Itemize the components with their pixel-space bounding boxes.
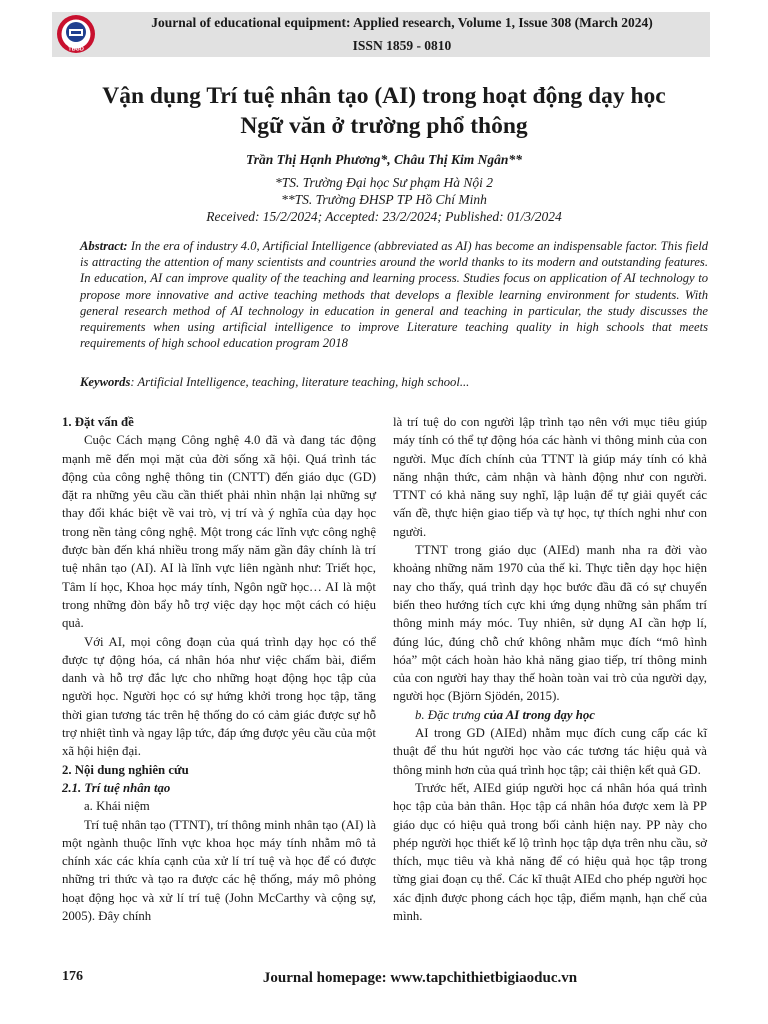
authors: Trần Thị Hạnh Phương*, Châu Thị Kim Ngân** <box>246 152 522 167</box>
abstract-label: Abstract: <box>80 239 128 253</box>
right-paragraph-1: là trí tuệ do con người lập trình tạo nên với mục tiêu giúp máy tính có thể tự động hóa các hành vi thông minh của con người. Mục đích chính của TTNT là giúp máy tính có khả năng nhận thức, cảm nhận và hành động như con người. TTNT có khả năng suy nghĩ, lập luận để tự giải quyết các vấn đề, thực hiện giao tiếp và tự học, tự thích nghi như con người. <box>393 415 707 539</box>
keywords-label: Keywords <box>80 375 131 389</box>
affiliation-2: **TS. Trường ĐHSP TP Hồ Chí Minh <box>281 192 487 207</box>
abstract <box>80 238 708 351</box>
section-2-1-paragraph-1: Trí tuệ nhân tạo (TTNT), trí thông minh nhân tạo (AI) là một ngành thuộc lĩnh vực khoa học máy tính nhằm mô tả chính xác các khía cạnh của xử lí trí tuệ và học để có được những tri thức và tạo ra được các hệ thống, máy mô phỏng hoạt động học và xử lí trí tuệ (John McCarthy và cộng sự, 2005). Đây chính <box>62 817 376 924</box>
right-paragraph-3: AI trong GD (AIEd) nhằm mục đích cung cấp các kĩ thuật để thu hút người học vào các tương tác hiệu quả và thông minh hơn của quá trình học tập; cải thiện kết quả GD. <box>393 726 707 777</box>
section-2-1-heading: 2.1. Trí tuệ nhân tạo <box>62 780 171 795</box>
issn: ISSN 1859 - 0810 <box>352 38 452 53</box>
submission-dates: Received: 15/2/2024; Accepted: 23/2/2024; Published: 01/3/2024 <box>206 209 562 224</box>
right-paragraph-4: Trước hết, AIEd giúp người học cá nhân hóa quá trình học tập của bản thân. Học tập cá nhân hóa được xem là PP giáo dục có hiệu quả trong bối cảnh hiện nay. PP này cho phép người học thiết kế lộ trình học tập dựa trên nhu cầu, sở thích, mục tiêu và khả năng để có hiệu quả học tập trong từng giai đoạn cụ thể. Các kĩ thuật AIEd cho phép người học xác định được phong cách học tập, điểm mạnh, hạn chế của mình. <box>393 780 707 924</box>
right-paragraph-2: TTNT trong giáo dục (AIEd) manh nha ra đời vào khoảng những năm 1970 của thế kỉ. Thực tiễn dạy học hiện nay cho thấy, quá trình dạy học bước đầu đã có sự chuyển biến theo hướng tích cực khi ứng dụng những sản phẩm trí thông minh máy móc. Tuy nhiên, sử dụng AI cần hợp lí, đúng lúc, đúng chỗ chứ không nhằm mục đích “mô hình hóa” một cách hoàn hảo khả năng giao tiếp, trí thông minh của con người hay thay thế hoàn toàn vai trò của người dạy, người học (Björn Sjödén, 2015). <box>393 543 707 704</box>
affiliation-1: *TS. Trường Đại học Sư phạm Hà Nội 2 <box>274 175 494 190</box>
subsection-b-heading <box>393 706 707 724</box>
section-1-paragraph-2: Với AI, mọi công đoạn của quá trình dạy học có thể được tự động hóa, cá nhân hóa như việc chấm bài, điểm danh và hỗ trợ đắc lực cho những hoạt động học tập của người học. Người học có sự hứng khởi trong học tập, tăng thời gian tương tác trên hệ thống do có cảm giác được sự hỗ trợ nhiệt tình và ngay lập tức, đáp ứng được yêu cầu của một xã hội hiện đại. <box>62 634 376 759</box>
journal-citation: Journal of educational equipment: Applied research, Volume 1, Issue 308 (March 2024) <box>151 15 653 30</box>
right-column <box>393 413 707 925</box>
journal-logo <box>56 14 96 54</box>
keywords <box>80 375 708 390</box>
subsection-b-prefix: b. Đặc trưng <box>415 707 484 722</box>
keywords-text: : Artificial Intelligence, teaching, literature teaching, high school... <box>130 375 470 389</box>
subsection-a-heading: a. Khái niệm <box>84 799 150 814</box>
section-1-paragraph-1: Cuộc Cách mạng Công nghệ 4.0 đã và đang tác động mạnh mẽ đến mọi mặt của đời sống xã hội. Quá trình tác động của công nghệ thông tin (CNTT) đến giáo dục (GD) đặt ra những yêu cầu cần thiết phải nhìn nhận lại những sự thay đổi khác biệt về vai trò, vị trí và ý nghĩa của dạy học trong nền tảng công nghệ. Một trong các lĩnh vực công nghệ được bàn đến khá nhiều trong mấy năm gần đây chính là trí tuệ nhân tạo (AI). AI là lĩnh vực liên ngành như: Triết học, Tâm lí học, Khoa học máy tính, Ngôn ngữ học… AI là một trong những đòn bẩy hỗ trợ việc dạy học một cách có hiệu quả. <box>62 433 376 631</box>
article-title-line2: Ngữ văn ở trường phổ thông <box>240 113 528 139</box>
abstract-text: In the era of industry 4.0, Artificial Intelligence (abbreviated as AI) has become an indispensable factor. This field is attracting the attention of many scientists and countries around the world thanks to its modern and outstanding features. In education, AI can improve quality of the teaching and learning process. Studies focus on application of AI technology to propose more innovative and active teaching methods that develops a flexible learning environment for students. With general research method of AI technology in education in general and teaching in particular, the study discusses the requirements when using artificial intelligence to improve Literature teaching quality in high schools that meets requirements of high school education program 2018 <box>80 239 708 351</box>
subsection-b-bold: của AI trong dạy học <box>483 707 595 722</box>
section-1-heading: 1. Đặt vấn đề <box>62 415 134 429</box>
page-number: 176 <box>62 969 83 984</box>
logo-text: TBGD <box>68 46 84 53</box>
section-2-heading: 2. Nội dung nghiên cứu <box>62 762 189 777</box>
left-column <box>62 413 376 925</box>
journal-homepage: Journal homepage: www.tapchithietbigiaoduc.vn <box>262 970 578 986</box>
article-title-line1: Vận dụng Trí tuệ nhân tạo (AI) trong hoạt động dạy học <box>102 83 666 109</box>
